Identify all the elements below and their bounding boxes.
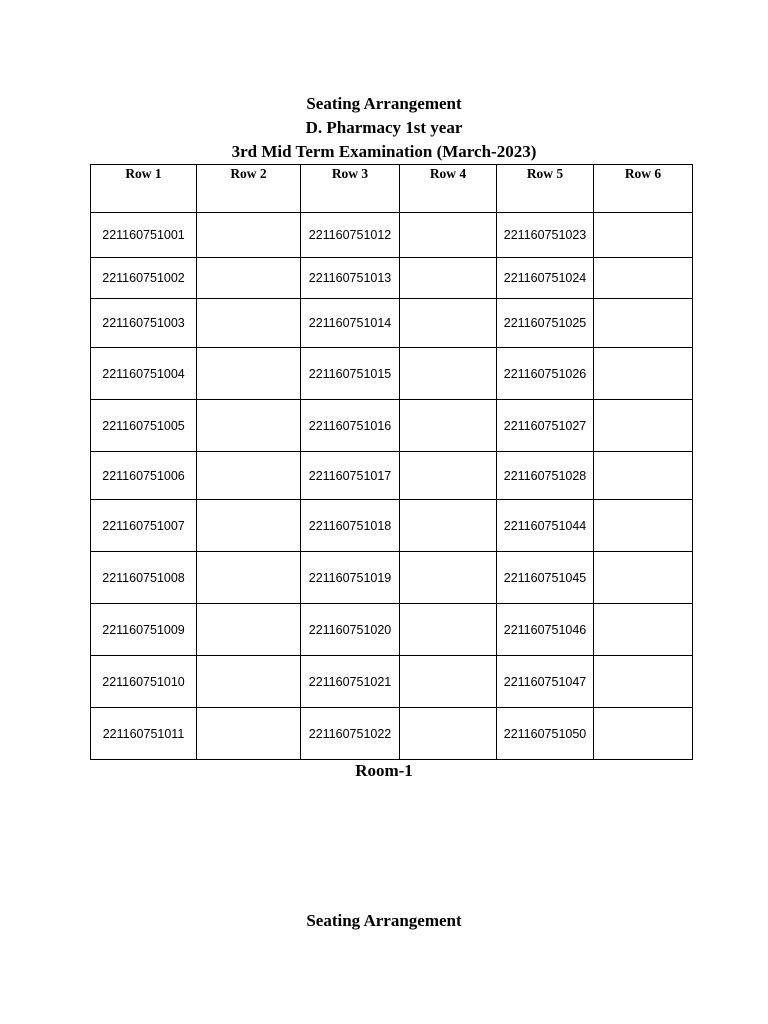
table-cell: 221160751022 xyxy=(301,708,400,760)
table-row xyxy=(91,552,693,604)
table-cell xyxy=(197,299,301,348)
column-header: Row 4 xyxy=(400,165,497,213)
table-row xyxy=(91,400,693,452)
column-header: Row 6 xyxy=(594,165,693,213)
table-row xyxy=(91,213,693,258)
table-cell: 221160751047 xyxy=(497,656,594,708)
table-cell: 221160751017 xyxy=(301,452,400,500)
table-cell xyxy=(400,452,497,500)
table-cell: 221160751004 xyxy=(91,348,197,400)
table-row xyxy=(91,299,693,348)
table-cell xyxy=(197,500,301,552)
seating-table xyxy=(90,164,693,760)
table-row xyxy=(91,500,693,552)
table-cell: 221160751005 xyxy=(91,400,197,452)
table-cell xyxy=(197,708,301,760)
table-row xyxy=(91,452,693,500)
table-cell xyxy=(400,400,497,452)
table-cell: 221160751027 xyxy=(497,400,594,452)
table-cell xyxy=(197,552,301,604)
table-cell: 221160751021 xyxy=(301,656,400,708)
table-cell xyxy=(594,213,693,258)
table-cell xyxy=(400,348,497,400)
table-cell: 221160751008 xyxy=(91,552,197,604)
table-row xyxy=(91,604,693,656)
table-cell xyxy=(197,604,301,656)
room-label: Room-1 xyxy=(355,761,413,780)
table-cell: 221160751018 xyxy=(301,500,400,552)
table-cell: 221160751003 xyxy=(91,299,197,348)
table-cell: 221160751002 xyxy=(91,258,197,299)
table-cell xyxy=(400,258,497,299)
table-cell: 221160751010 xyxy=(91,656,197,708)
column-header: Row 5 xyxy=(497,165,594,213)
table-cell: 221160751023 xyxy=(497,213,594,258)
table-cell: 221160751025 xyxy=(497,299,594,348)
table-row xyxy=(91,348,693,400)
table-cell xyxy=(594,604,693,656)
table-cell: 221160751016 xyxy=(301,400,400,452)
table-cell xyxy=(197,213,301,258)
table-cell xyxy=(400,500,497,552)
column-header: Row 3 xyxy=(301,165,400,213)
table-cell xyxy=(594,400,693,452)
table-cell xyxy=(197,258,301,299)
exam-name: 3rd Mid Term Examination (March-2023) xyxy=(231,142,537,161)
table-cell xyxy=(594,452,693,500)
table-cell: 221160751012 xyxy=(301,213,400,258)
table-cell: 221160751028 xyxy=(497,452,594,500)
next-page-title: Seating Arrangement xyxy=(306,911,462,930)
table-cell xyxy=(400,299,497,348)
table-cell xyxy=(594,708,693,760)
table-cell: 221160751024 xyxy=(497,258,594,299)
table-cell: 221160751011 xyxy=(91,708,197,760)
table-cell xyxy=(400,708,497,760)
table-cell xyxy=(594,258,693,299)
table-cell xyxy=(197,656,301,708)
table-row xyxy=(91,708,693,760)
table-header-row xyxy=(91,165,693,213)
table-cell xyxy=(197,400,301,452)
table-cell: 221160751014 xyxy=(301,299,400,348)
table-row xyxy=(91,258,693,299)
table-cell: 221160751046 xyxy=(497,604,594,656)
table-cell: 221160751007 xyxy=(91,500,197,552)
table-cell: 221160751001 xyxy=(91,213,197,258)
table-cell: 221160751020 xyxy=(301,604,400,656)
table-cell xyxy=(400,656,497,708)
table-cell: 221160751006 xyxy=(91,452,197,500)
table-cell xyxy=(594,299,693,348)
table-cell xyxy=(594,348,693,400)
column-header: Row 2 xyxy=(197,165,301,213)
table-cell xyxy=(400,552,497,604)
table-cell xyxy=(594,500,693,552)
table-cell: 221160751044 xyxy=(497,500,594,552)
table-cell: 221160751015 xyxy=(301,348,400,400)
table-cell: 221160751026 xyxy=(497,348,594,400)
table-cell: 221160751009 xyxy=(91,604,197,656)
table-cell: 221160751019 xyxy=(301,552,400,604)
column-header: Row 1 xyxy=(91,165,197,213)
program-name: D. Pharmacy 1st year xyxy=(305,118,463,137)
table-cell: 221160751045 xyxy=(497,552,594,604)
table-cell xyxy=(197,348,301,400)
table-cell xyxy=(594,656,693,708)
table-cell: 221160751050 xyxy=(497,708,594,760)
page-title: Seating Arrangement xyxy=(306,94,462,113)
table-row xyxy=(91,656,693,708)
table-cell xyxy=(197,452,301,500)
table-cell xyxy=(400,213,497,258)
table-cell xyxy=(400,604,497,656)
table-cell xyxy=(594,552,693,604)
table-cell: 221160751013 xyxy=(301,258,400,299)
